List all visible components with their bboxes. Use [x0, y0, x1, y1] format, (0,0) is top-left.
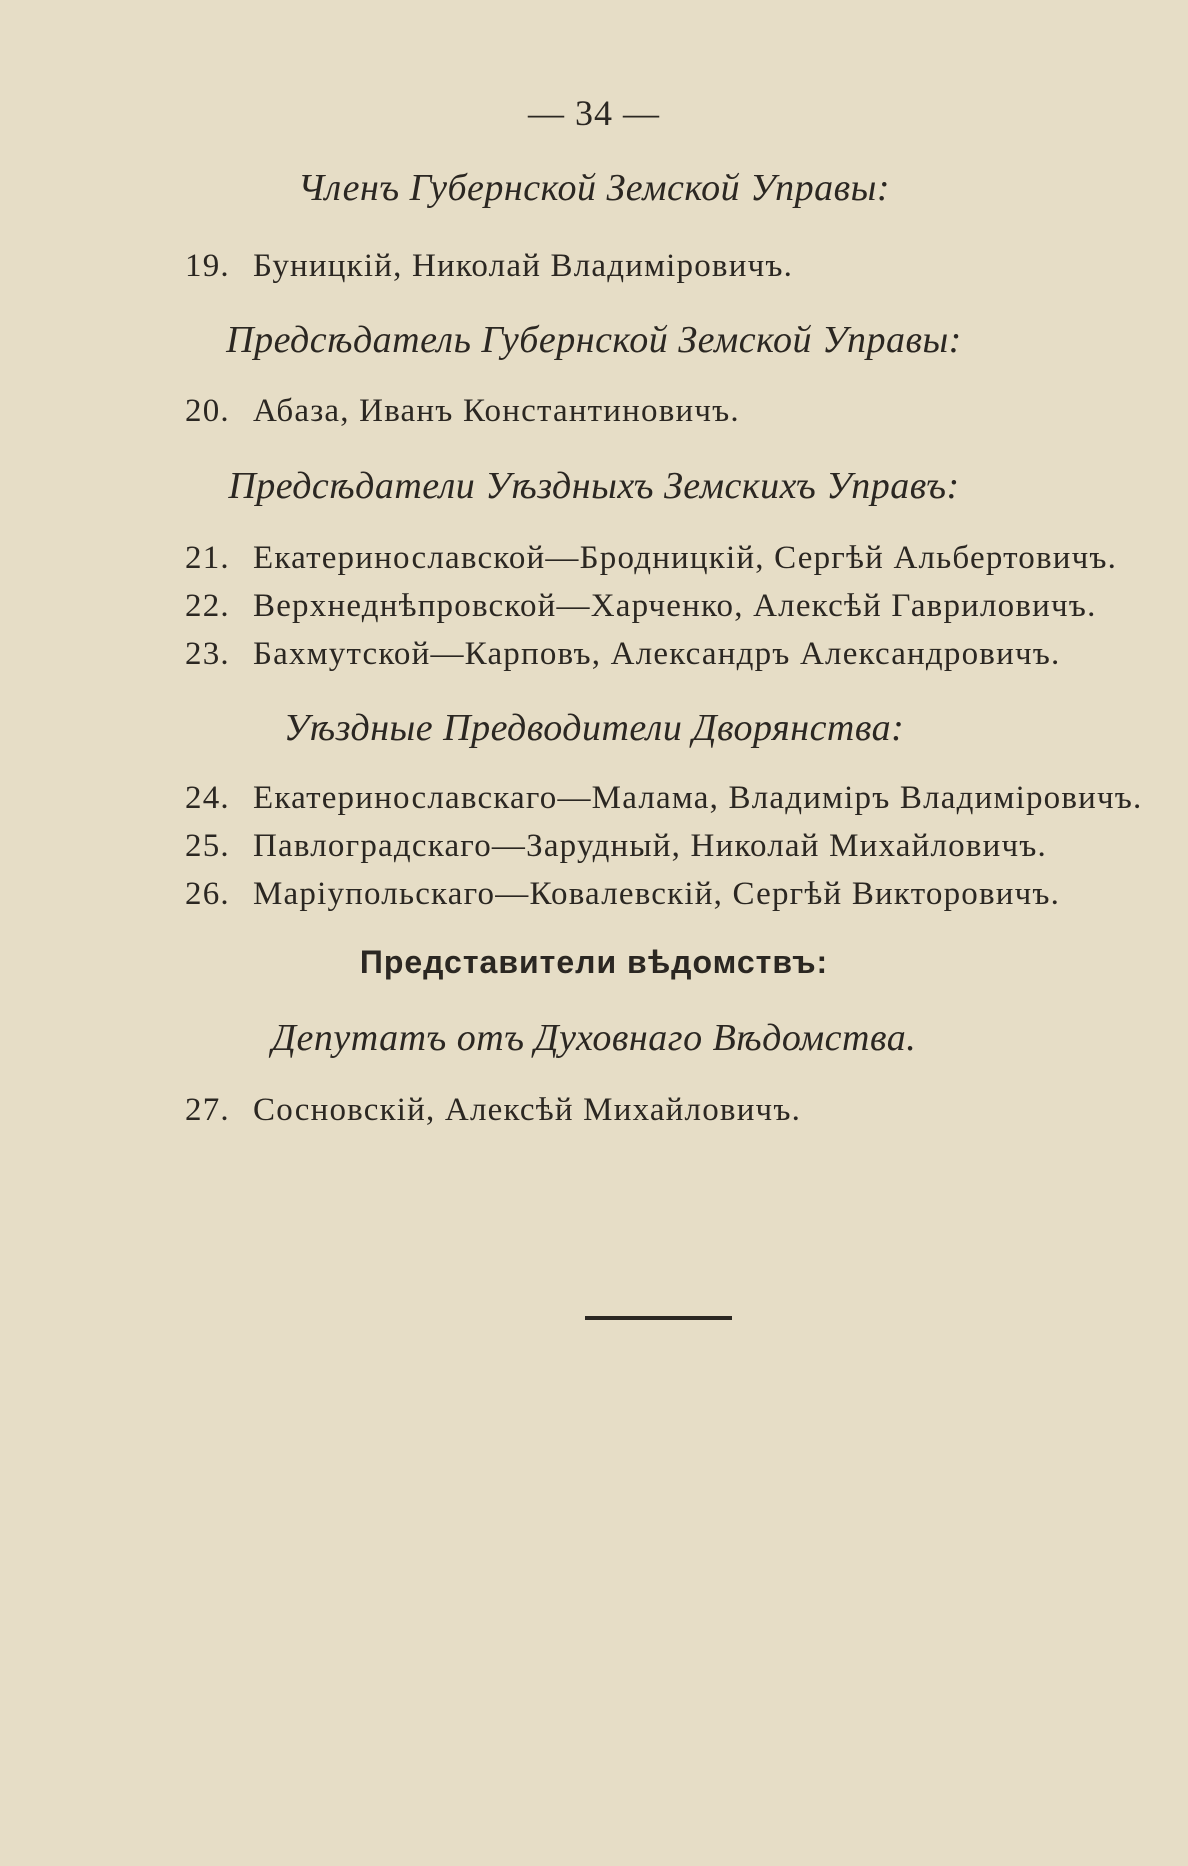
entry-text: Верхнеднѣпровской—Харченко, Алексѣй Гавриловичъ.	[253, 588, 1097, 624]
entry-text: Буницкій, Николай Владиміровичъ.	[253, 248, 794, 284]
page-number: — 34 —	[528, 93, 660, 133]
entry-number: 22.	[185, 588, 230, 624]
section-heading-gubernia-board-member: Членъ Губернской Земской Управы:	[297, 167, 891, 209]
list-item	[185, 636, 1060, 673]
entry-text: Павлоградскаго—Зарудный, Николай Михайловичъ.	[253, 828, 1047, 864]
list-item	[185, 588, 1097, 625]
entry-text: Абаза, Иванъ Константиновичъ.	[253, 393, 740, 429]
entry-text: Екатеринославской—Бродницкій, Сергѣй Альбертовичъ.	[253, 540, 1118, 576]
list-item	[185, 876, 1060, 913]
list-item	[185, 540, 1117, 577]
entry-text: Сосновскій, Алексѣй Михайловичъ.	[253, 1092, 802, 1128]
section-heading-district-board-chairmen: Предсѣдатели Уѣздныхъ Земскихъ Управъ:	[228, 465, 960, 507]
section-heading-department-representatives: Представители вѣдомствъ:	[359, 944, 829, 980]
list-item	[185, 780, 1143, 817]
entry-number: 20.	[185, 393, 230, 429]
entry-number: 21.	[185, 540, 230, 576]
list-item	[185, 1092, 801, 1129]
entry-number: 27.	[185, 1092, 230, 1128]
entry-text: Бахмутской—Карповъ, Александръ Александровичъ.	[253, 636, 1061, 672]
list-item	[185, 828, 1047, 865]
entry-number: 25.	[185, 828, 230, 864]
entry-number: 24.	[185, 780, 230, 816]
list-item	[185, 248, 793, 285]
end-rule-divider	[585, 1316, 732, 1320]
entry-number: 23.	[185, 636, 230, 672]
section-heading-nobility-marshals: Уѣздные Предводители Дворянства:	[283, 707, 905, 749]
entry-text: Екатеринославскаго—Малама, Владиміръ Владиміровичъ.	[253, 780, 1143, 816]
entry-text: Маріупольскаго—Ковалевскій, Сергѣй Викторовичъ.	[253, 876, 1061, 912]
entry-number: 26.	[185, 876, 230, 912]
entry-number: 19.	[185, 248, 230, 284]
section-heading-clergy-deputy: Депутатъ отъ Духовнаго Вѣдомства.	[271, 1017, 917, 1059]
list-item	[185, 393, 740, 430]
section-heading-gubernia-board-chairman: Предсѣдатель Губернской Земской Управы:	[226, 319, 962, 361]
